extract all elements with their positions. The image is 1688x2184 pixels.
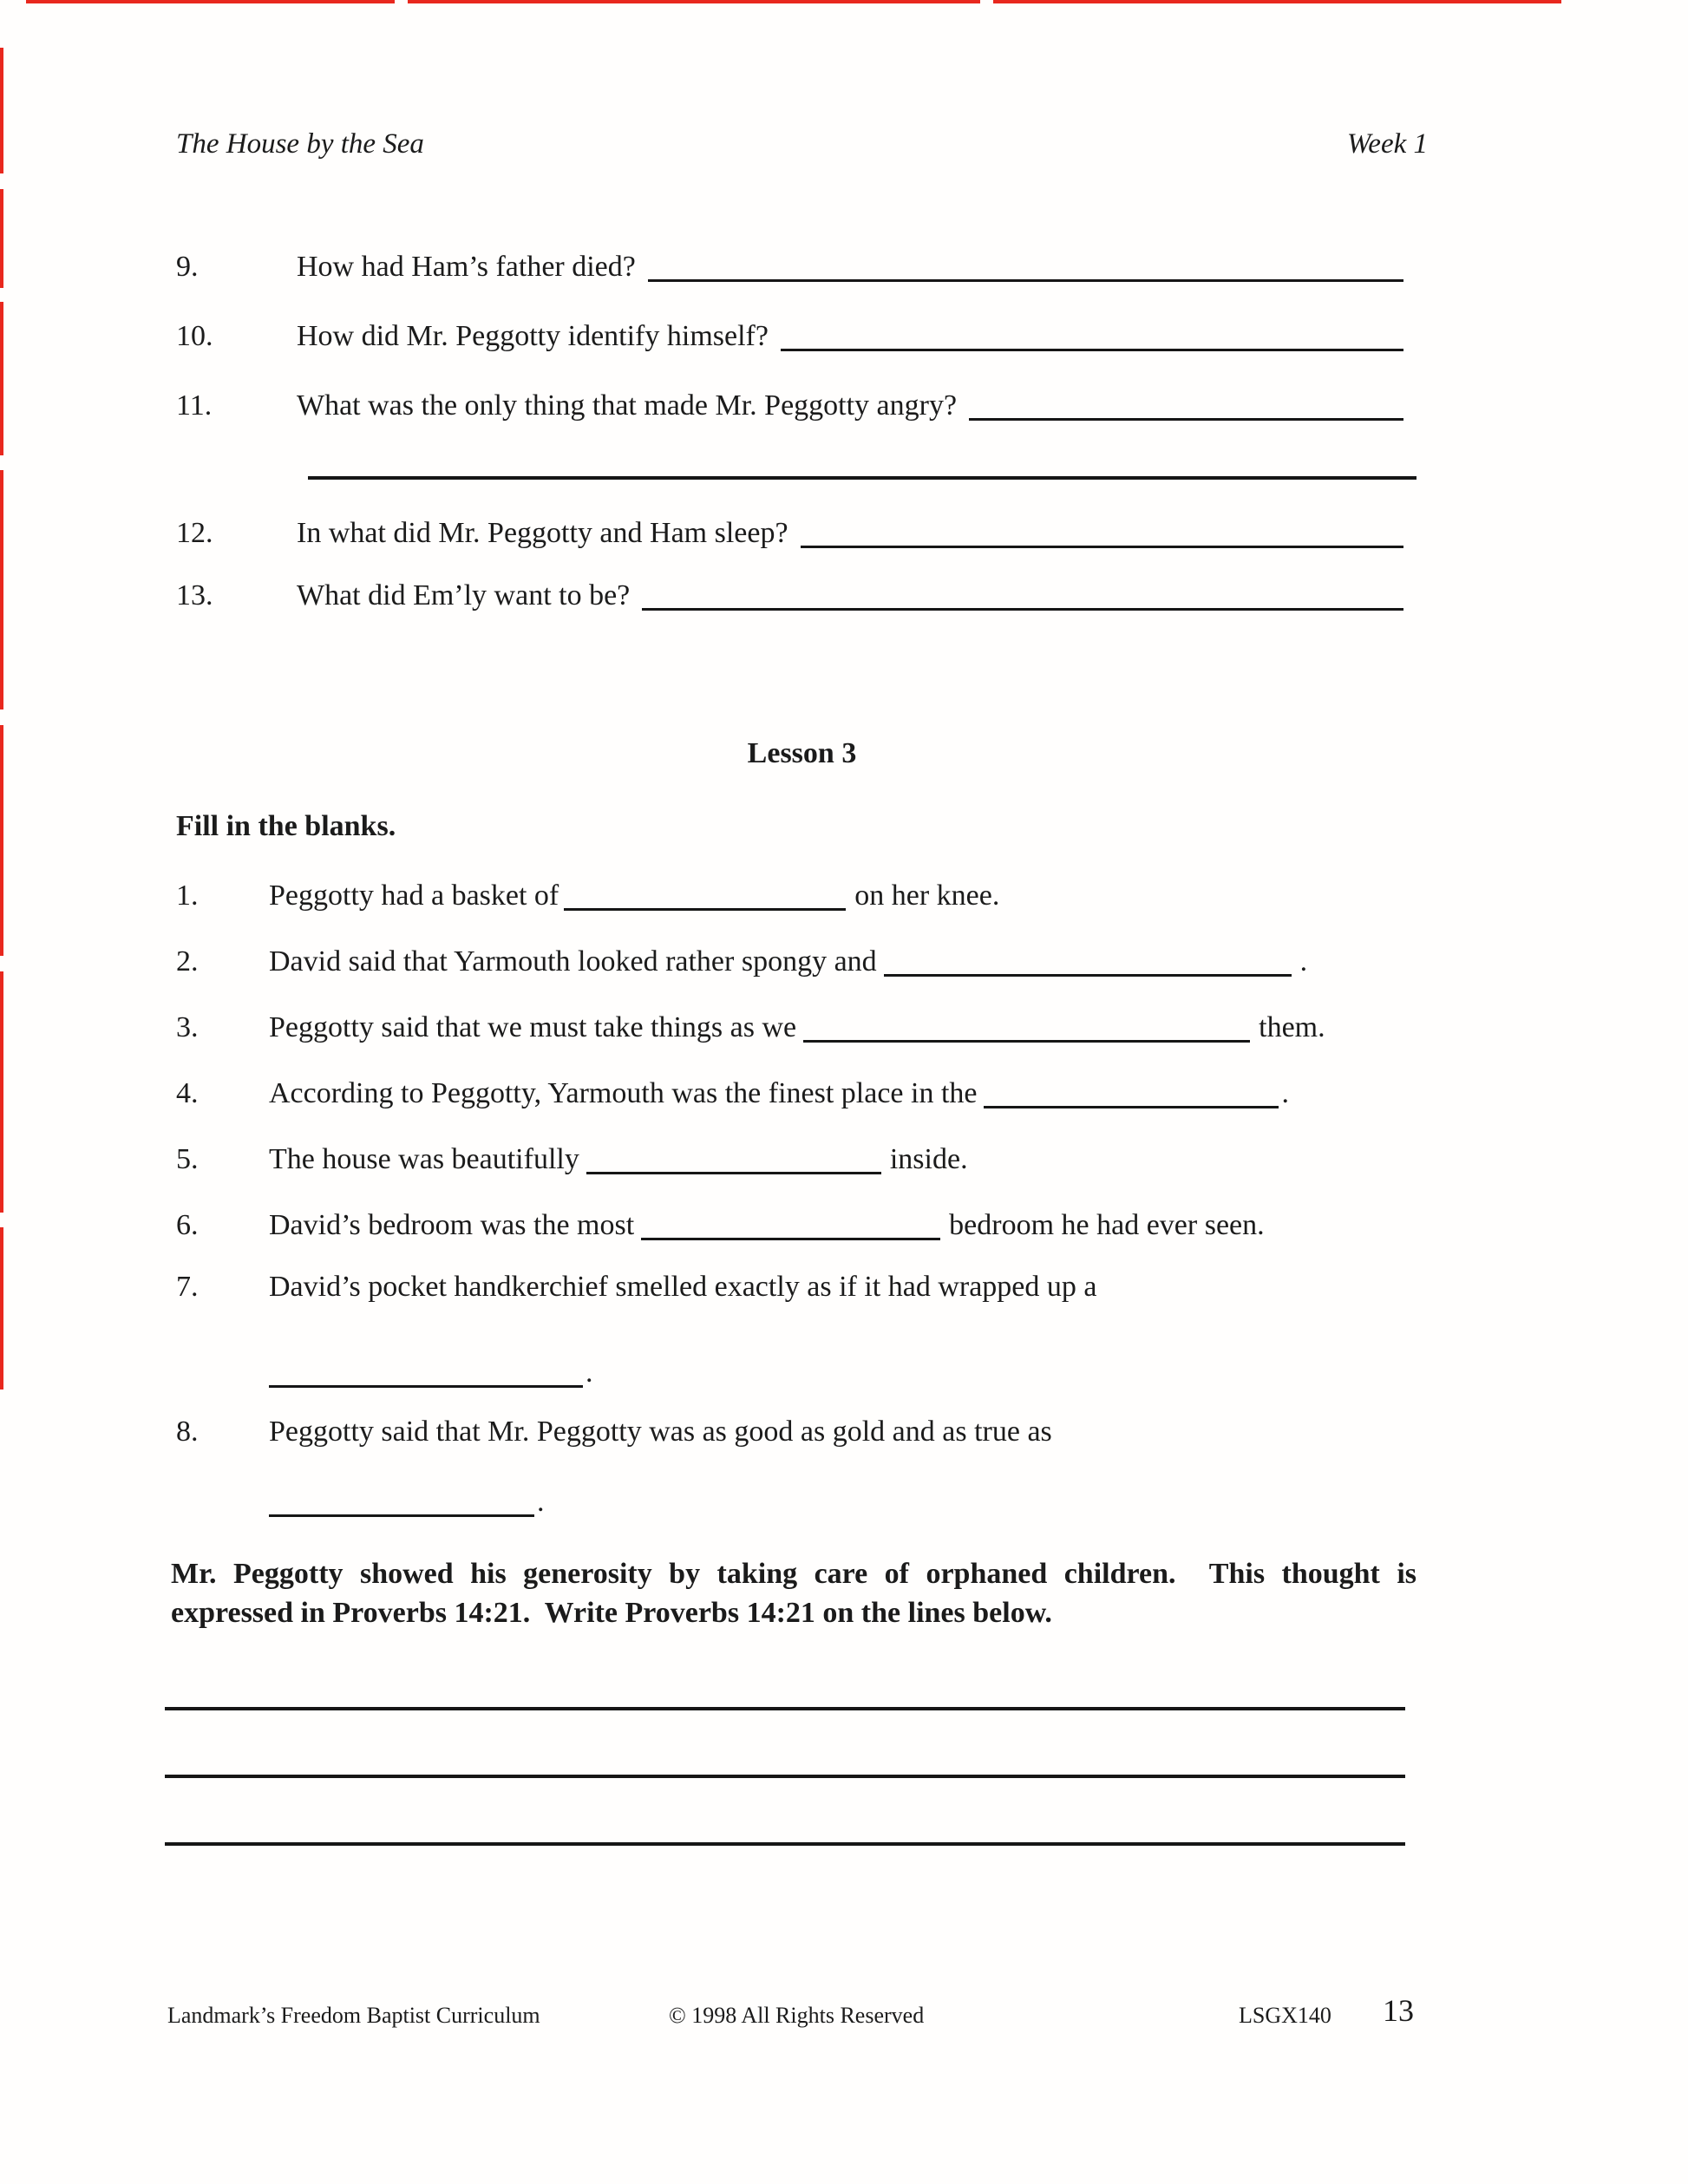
note-paragraph-line: expressed in Proverbs 14:21. Write Proverbs 14:21 on the lines below. [171, 1597, 1052, 1629]
fill-item-blank-row [269, 1479, 876, 1517]
scan-artifact-left-edge [0, 302, 3, 455]
footer-publisher: Landmark’s Freedom Baptist Curriculum [167, 2003, 540, 2028]
item-number: 6. [176, 1209, 199, 1241]
writing-line [165, 1842, 1405, 1846]
question-row [176, 383, 1403, 421]
scan-artifact-left-edge [0, 189, 3, 288]
scan-artifact-left-edge [0, 725, 3, 956]
scan-artifact-top-edge [408, 0, 980, 3]
item-text-post: inside. [889, 1143, 968, 1175]
item-number: 2. [176, 945, 199, 978]
answer-blank [969, 389, 1403, 421]
answer-blank [642, 579, 1403, 611]
item-number: 1. [176, 879, 199, 912]
scan-artifact-left-edge [0, 48, 3, 173]
fill-item-row [176, 1413, 1403, 1451]
question-number: 13. [176, 579, 213, 611]
fill-item-row [176, 1202, 1403, 1240]
question-number: 9. [176, 251, 199, 283]
instructions: Fill in the blanks. [176, 810, 396, 842]
footer-code: LSGX140 [1239, 2003, 1331, 2028]
answer-blank [269, 1485, 534, 1517]
fill-item-row [176, 1004, 1403, 1043]
item-number: 8. [176, 1416, 199, 1448]
item-number: 5. [176, 1143, 199, 1175]
fill-item-row [176, 938, 1403, 977]
fill-item-row [176, 1070, 1403, 1108]
fill-item-row [176, 873, 1403, 911]
item-text-pre: According to Peggotty, Yarmouth was the finest place in the [269, 1077, 978, 1109]
question-text: What did Em’ly want to be? [297, 579, 631, 611]
answer-blank [781, 319, 1403, 351]
answer-blank [984, 1076, 1279, 1108]
question-number: 11. [176, 389, 213, 422]
writing-line [165, 1775, 1405, 1778]
week-label: Week 1 [1346, 128, 1428, 160]
item-text-post: bedroom he had ever seen. [949, 1209, 1265, 1241]
answer-blank [648, 250, 1403, 282]
answer-blank [801, 516, 1403, 548]
answer-blank [269, 1356, 583, 1388]
question-row [176, 244, 1403, 282]
scan-artifact-top-edge [26, 0, 395, 3]
answer-blank [586, 1142, 881, 1174]
question-row [176, 313, 1403, 351]
answer-blank [564, 879, 846, 911]
question-text: How did Mr. Peggotty identify himself? [297, 320, 769, 352]
item-text-pre: Peggotty had a basket of [269, 879, 559, 912]
question-row [176, 572, 1403, 611]
item-number: 3. [176, 1011, 199, 1043]
item-text-pre: Peggotty said that we must take things as we [269, 1011, 797, 1043]
question-row [176, 510, 1403, 548]
question-text: What was the only thing that made Mr. Peggotty angry? [297, 389, 958, 422]
question-number: 10. [176, 320, 213, 352]
answer-blank-continuation-line [308, 476, 1416, 480]
footer-copyright: © 1998 All Rights Reserved [669, 2003, 925, 2028]
item-text-post: on her knee. [854, 879, 1000, 912]
fill-item-blank-row [269, 1350, 876, 1388]
answer-blank [884, 945, 1292, 977]
fill-item-row [176, 1136, 1403, 1174]
item-text-pre: David’s pocket handkerchief smelled exactly as if it had wrapped up a [269, 1271, 1097, 1303]
book-title: The House by the Sea [176, 128, 424, 160]
question-number: 12. [176, 517, 213, 549]
item-text-post: . [586, 1357, 593, 1389]
item-text-post: . [537, 1486, 545, 1518]
item-text-post: them. [1259, 1011, 1325, 1043]
item-text-pre: Peggotty said that Mr. Peggotty was as good as gold and as true as [269, 1416, 1052, 1448]
writing-line [165, 1707, 1405, 1710]
item-number: 4. [176, 1077, 199, 1109]
item-text-pre: The house was beautifully [269, 1143, 579, 1175]
footer-page-number: 13 [1383, 1993, 1414, 2028]
scan-artifact-left-edge [0, 971, 3, 1213]
answer-blank [803, 1010, 1250, 1043]
answer-blank [641, 1208, 940, 1240]
note-paragraph-line: Mr. Peggotty showed his generosity by taking care of orphaned children. This thought is [171, 1558, 1416, 1590]
lesson-heading: Lesson 3 [747, 737, 857, 769]
item-text-post: . [1299, 945, 1308, 978]
scan-artifact-top-edge [993, 0, 1561, 3]
question-text: How had Ham’s father died? [297, 251, 636, 283]
fill-item-row [176, 1268, 1403, 1306]
item-number: 7. [176, 1271, 199, 1303]
question-text: In what did Mr. Peggotty and Ham sleep? [297, 517, 788, 549]
item-text-pre: David’s bedroom was the most [269, 1209, 635, 1241]
page-header [176, 127, 1428, 161]
item-text-post: . [1281, 1077, 1289, 1109]
scan-artifact-left-edge [0, 470, 3, 709]
scan-artifact-left-edge [0, 1227, 3, 1390]
item-text-pre: David said that Yarmouth looked rather spongy and [269, 945, 877, 978]
